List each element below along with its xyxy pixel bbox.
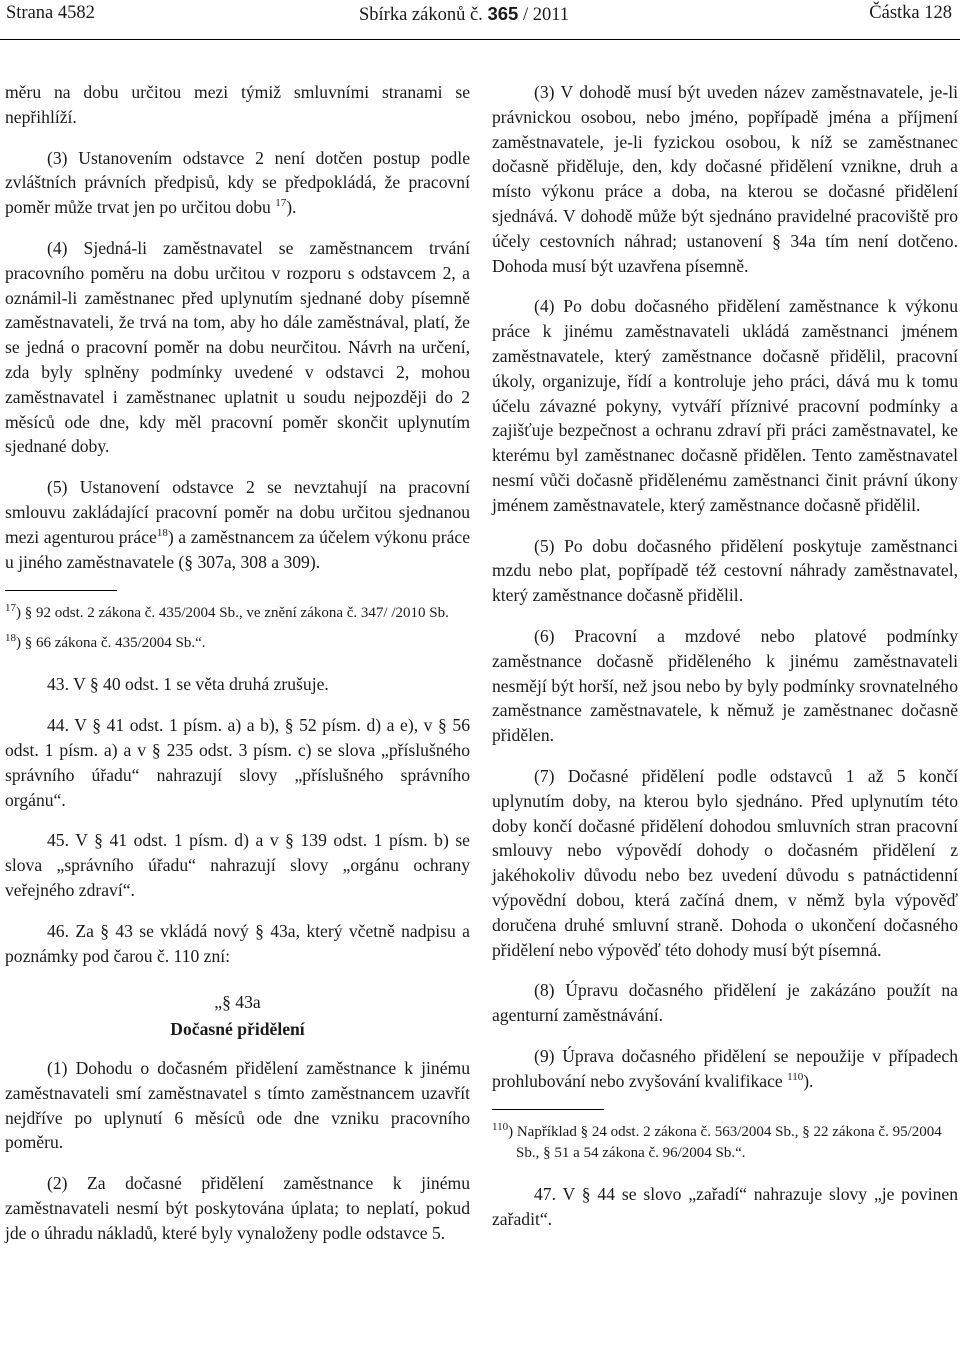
header-divider bbox=[0, 39, 960, 40]
footnote-ref-18[interactable]: 18 bbox=[156, 526, 168, 539]
section-paragraph-4: (4) Po dobu dočasného přidělení zaměstnance k výkonu práce k jinému zaměstnavateli ukládá zaměstnanci jménem zaměstnavatele, který zaměstnance dočasně přidělil, pracovní úkoly, organizuje, řídí a kontroluje jeho práci, dává mu k tomu účelu závazné pokyny, vytváří příznivé pracovní podmínky a zajišťuje bezpečnost a ochranu zdraví při práci zaměstnavatel, ke kterému byl zaměstnanec dočasně přidělen. Tento zaměstnavatel nesmí vůči dočasně přidělenému zaměstnanci činit právní úkony jménem zaměstnavatele, který zaměstnance dočasně přidělil. bbox=[492, 296, 958, 515]
footnote-ref-110[interactable]: 110 bbox=[787, 1070, 804, 1083]
point-45: 45. V § 41 odst. 1 písm. d) a v § 139 odst. 1 písm. b) se slova „správního úřadu“ nahrazují slovy „orgánu ochrany veřejného zdraví“. bbox=[5, 830, 470, 900]
paragraph-5: (5) Ustanovení odstavce 2 se nevztahují na pracovní smlouvu zakládající pracovní poměr na dobu určitou sjednanou mezi agenturou práce$^{18}$) a zaměstnancem za účelem výkonu práce u jiného zaměstnavatele (§ 307a, 308 a 309). bbox=[5, 477, 470, 572]
collection-number: 365 bbox=[487, 3, 519, 24]
page-number: Strana 4582 bbox=[6, 3, 95, 23]
page-header bbox=[6, 3, 952, 31]
section-paragraph-3: (3) V dohodě musí být uveden název zaměstnavatele, je-li právnickou osobou, nebo jméno, popřípadě jména a příjmení zaměstnavatele, je-li fyzickou osobou, k níž se zaměstnanec dočasně přiděluje, den, kdy dočasné přidělení vznikne, druh a místo výkonu práce a doba, na kterou se dočasné přidělení sjednává. V dohodě může být sjednáno pravidelné pracoviště pro účely cestovních náhrad; ustanovení § 34a tím není dotčeno. Dohoda musí být uzavřena písemně. bbox=[492, 82, 958, 276]
section-paragraph-9: (9) Úprava dočasného přidělení se nepoužije v případech prohlubování nebo zvyšování kvalifikace $^{110}$). bbox=[492, 1045, 958, 1091]
footnote-18: $^{18}$) § 66 zákona č. 435/2004 Sb.“. bbox=[5, 632, 206, 652]
right-column bbox=[492, 80, 958, 1248]
section-paragraph-7: (7) Dočasné přidělení podle odstavců 1 až 5 končí uplynutím doby, na kterou bylo sjednáno. Před uplynutím této doby končí dočasné přidělení dohodou smluvních stran pracovní smlouvy nebo výpovědí dohody o dočasném přidělení z jakéhokoliv důvodu nebo bez uvedení důvodu s patnáctidenní výpovědní dobou, která začíná dnem, v němž byla výpověď doručena druhé smluvní straně. Dohoda o ukončení dočasného přidělení nebo výpověď této dohody musí být písemná. bbox=[492, 765, 958, 960]
left-column bbox=[5, 80, 470, 1261]
section-paragraph-1: (1) Dohodu o dočasném přidělení zaměstnance k jinému zaměstnavateli smí zaměstnavatel s tímto zaměstnancem uzavřít nejdříve po uplynutí 6 měsíců ode dne vzniku pracovního poměru. bbox=[5, 1057, 470, 1153]
collection-title bbox=[359, 3, 569, 26]
collection-prefix: Sbírka zákonů č. bbox=[359, 5, 488, 25]
section-title: Dočasné přidělení bbox=[170, 1019, 305, 1040]
footnote-ref-17[interactable]: 17 bbox=[275, 197, 287, 210]
collection-year: / 2011 bbox=[518, 5, 570, 25]
paragraph-4: (4) Sjedná-li zaměstnavatel se zaměstnancem trvání pracovního poměru na dobu určitou v rozporu s odstavcem 2, a oznámil-li zaměstnanec před uplynutím sjednané doby písemně zaměstnavateli, že trvá na tom, aby ho dále zaměstnával, platí, že se jedná o pracovní poměr na dobu neurčitou. Návrh na určení, zda byly splněny podmínky uvedené v odstavci 2, mohou zaměstnavatel i zaměstnanec uplatnit u soudu nejpozději do 2 měsíců ode dne, kdy měl pracovní poměr skončit uplynutím sjednané doby. bbox=[5, 237, 470, 457]
part-number: Částka 128 bbox=[869, 3, 952, 23]
footnote-mark: 110 bbox=[492, 1121, 509, 1134]
footnote-divider bbox=[5, 590, 117, 591]
section-paragraph-8: (8) Úpravu dočasného přidělení je zakázáno použít na agenturní zaměstnávání. bbox=[492, 980, 958, 1026]
section-paragraph-5: (5) Po dobu dočasného přidělení poskytuje zaměstnanci mzdu nebo plat, popřípadě též cestovní náhrady zaměstnavatel, který zaměstnance dočasně přidělil. bbox=[492, 535, 958, 606]
point-44: 44. V § 41 odst. 1 písm. a) a b), § 52 písm. d) a e), v § 56 odst. 1 písm. a) a v § 235 odst. 3 písm. c) se slova „příslušného správního úřadu“ nahrazují slovy „příslušného správního orgánu“. bbox=[5, 715, 470, 810]
footnote-mark: 18 bbox=[5, 632, 16, 645]
footnote-mark: 17 bbox=[5, 602, 16, 615]
section-paragraph-2: (2) Za dočasné přidělení zaměstnance k jinému zaměstnavateli nesmí být poskytována úplata; to neplatí, pokud jde o úhradu nákladů, které byly vynaloženy podle odstavce 5. bbox=[5, 1173, 470, 1243]
paragraph-continued: měru na dobu určitou mezi týmiž smluvními stranami se nepřihlíží. bbox=[5, 82, 470, 127]
paragraph-3: (3) Ustanovením odstavce 2 není dotčen postup podle zvláštních právních předpisů, kdy se předpokládá, že pracovní poměr může trvat jen po určitou dobu $^{17}$). bbox=[5, 147, 470, 218]
point-47: 47. V § 44 se slovo „zařadí“ nahrazuje slovy „je povinen zařadit“. bbox=[492, 1184, 958, 1230]
footnote-17: $^{17}$) § 92 odst. 2 zákona č. 435/2004 Sb., ve znění zákona č. 347/ /2010 Sb. bbox=[5, 602, 449, 622]
footnote-110: $^{110}$) Například § 24 odst. 2 zákona č. 563/2004 Sb., § 22 zákona č. 95/2004 Sb., § 51 a 54 zákona č. 96/2004 Sb.“. bbox=[492, 1121, 942, 1162]
footnote-divider bbox=[492, 1109, 604, 1110]
section-paragraph-6: (6) Pracovní a mzdové nebo platové podmínky zaměstnance dočasně přiděleného k jinému zaměstnavateli nesmějí být horší, než jsou nebo by byly podmínky srovnatelného zaměstnance zaměstnavatele, k němuž je zaměstnanec dočasně přidělen. bbox=[492, 625, 958, 746]
section-number: „§ 43a bbox=[214, 992, 261, 1013]
point-46: 46. Za § 43 se vkládá nový § 43a, který včetně nadpisu a poznámky pod čarou č. 110 zní: bbox=[5, 920, 470, 966]
point-43: 43. V § 40 odst. 1 se věta druhá zrušuje. bbox=[47, 674, 329, 695]
